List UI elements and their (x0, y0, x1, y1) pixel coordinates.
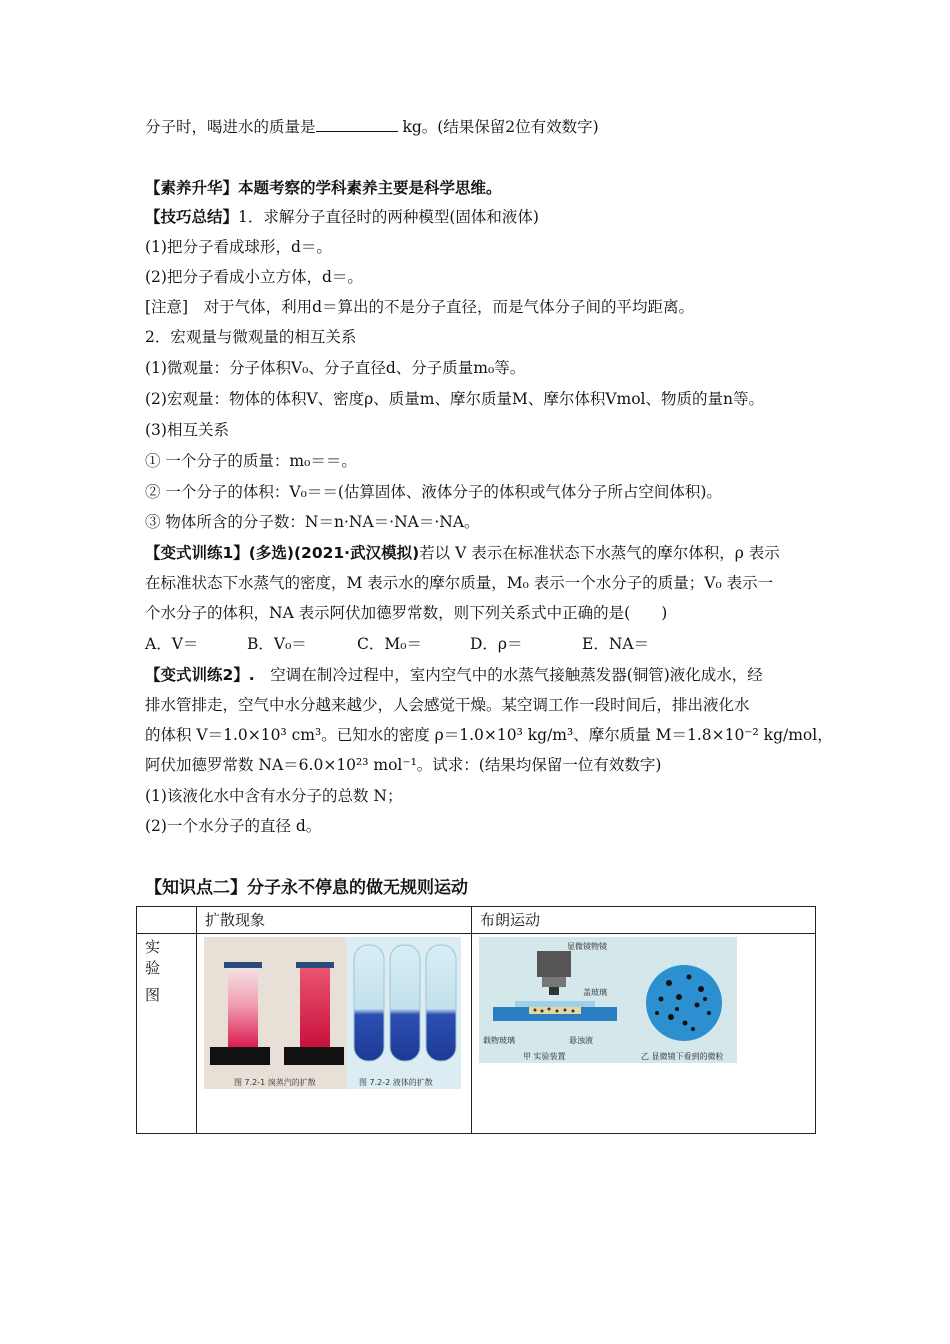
label-cover-glass: 盖玻璃 (583, 988, 607, 997)
ex2-q1: (1)该液化水中含有水分子的总数 N； (145, 787, 403, 805)
caption-bromine: 图 7.2-1 溴蒸汽的扩散 (234, 1078, 316, 1087)
option-e[interactable]: E．NA＝ (582, 635, 650, 653)
option-b[interactable]: B．V₀＝ (247, 635, 307, 653)
brownian-image (479, 937, 737, 1063)
ex2-line1: 【变式训练2】. 空调在制冷过程中，室内空气中的水蒸气接触蒸发器(铜管)液化成水，经 (145, 666, 763, 684)
diffusion-image (204, 937, 461, 1089)
header-brownian: 布朗运动 (472, 907, 816, 934)
ex2-q2: (2)一个水分子的直径 d。 (145, 817, 322, 835)
ex1-line2: 在标准状态下水蒸气的密度，M 表示水的摩尔质量，M₀ 表示一个水分子的质量；V₀ 表示一 (145, 574, 774, 592)
relation-title: 2．宏观量与微观量的相互关系 (145, 328, 357, 346)
option-d[interactable]: D．ρ＝ (470, 635, 523, 653)
ex1-options (145, 633, 649, 655)
table-corner (137, 907, 197, 934)
ex2-line4: 阿伏加德罗常数 NA＝6.0×10²³ mol⁻¹。试求：(结果均保留一位有效数字) (145, 756, 662, 774)
relation-3: (3)相互关系 (145, 421, 229, 439)
question-tail: 分子时，喝进水的质量是 kg。(结果保留2位有效数字) (145, 118, 599, 136)
macro-line: (2)宏观量：物体的体积V、密度ρ、质量m、摩尔质量M、摩尔体积Vmol、物质的量n等。 (145, 390, 764, 408)
micro-line: (1)微观量：分子体积V₀、分子直径d、分子质量m₀等。 (145, 359, 526, 377)
label-suspension: 悬浊液 (569, 1036, 593, 1045)
label-microscope-view: 乙 显微镜下看到的微粒 (641, 1052, 724, 1061)
ex2-line2: 排水管排走，空气中水分越来越少，人会感觉干燥。某空调工作一段时间后，排出液化水 (145, 696, 750, 714)
ex2-line3: 的体积 V＝1.0×10³ cm³。已知水的密度 ρ＝1.0×10³ kg/m³、摩尔质量 M＝1.8×10⁻² kg/mol， (145, 726, 833, 744)
option-c[interactable]: C．M₀＝ (357, 635, 422, 653)
ex1-line1: 【变式训练1】(多选)(2021·武汉模拟)若以 V 表示在标准状态下水蒸气的摩尔体积，ρ 表示 (145, 544, 780, 562)
label-objective: 显微镜物镜 (567, 942, 607, 951)
caption-liquid: 图 7.2-2 液体的扩散 (359, 1078, 433, 1087)
relation-volume: ② 一个分子的体积：V₀＝＝(估算固体、液体分子的体积或气体分子所占空间体积)。 (145, 483, 722, 501)
model-cube: (2)把分子看成小立方体，d＝。 (145, 268, 363, 286)
suyang-line: 【素养升华】本题考察的学科素养主要是科学思维。 (145, 179, 502, 197)
header-diffusion: 扩散现象 (197, 907, 472, 934)
jiqiao-line: 【技巧总结】1．求解分子直径时的两种模型(固体和液体) (145, 208, 539, 226)
section-heading: 【知识点二】分子永不停息的做无规则运动 (145, 878, 468, 898)
ex1-line3: 个水分子的体积，NA 表示阿伏加德罗常数，则下列关系式中正确的是( ) (145, 604, 668, 622)
relation-count: ③ 物体所含的分子数：N＝n·NA＝·NA＝·NA。 (145, 513, 480, 531)
option-a[interactable]: A．V＝ (145, 635, 199, 653)
label-setup: 甲 实验装置 (523, 1052, 566, 1061)
label-slide: 载物玻璃 (483, 1036, 515, 1045)
model-sphere: (1)把分子看成球形，d＝。 (145, 238, 332, 256)
relation-mass: ① 一个分子的质量：m₀＝＝。 (145, 452, 357, 470)
row-label: 实 验 图 (137, 934, 197, 1134)
answer-blank[interactable] (316, 117, 398, 132)
note-line: [注意] 对于气体，利用d＝算出的不是分子直径，而是气体分子间的平均距离。 (145, 298, 695, 316)
